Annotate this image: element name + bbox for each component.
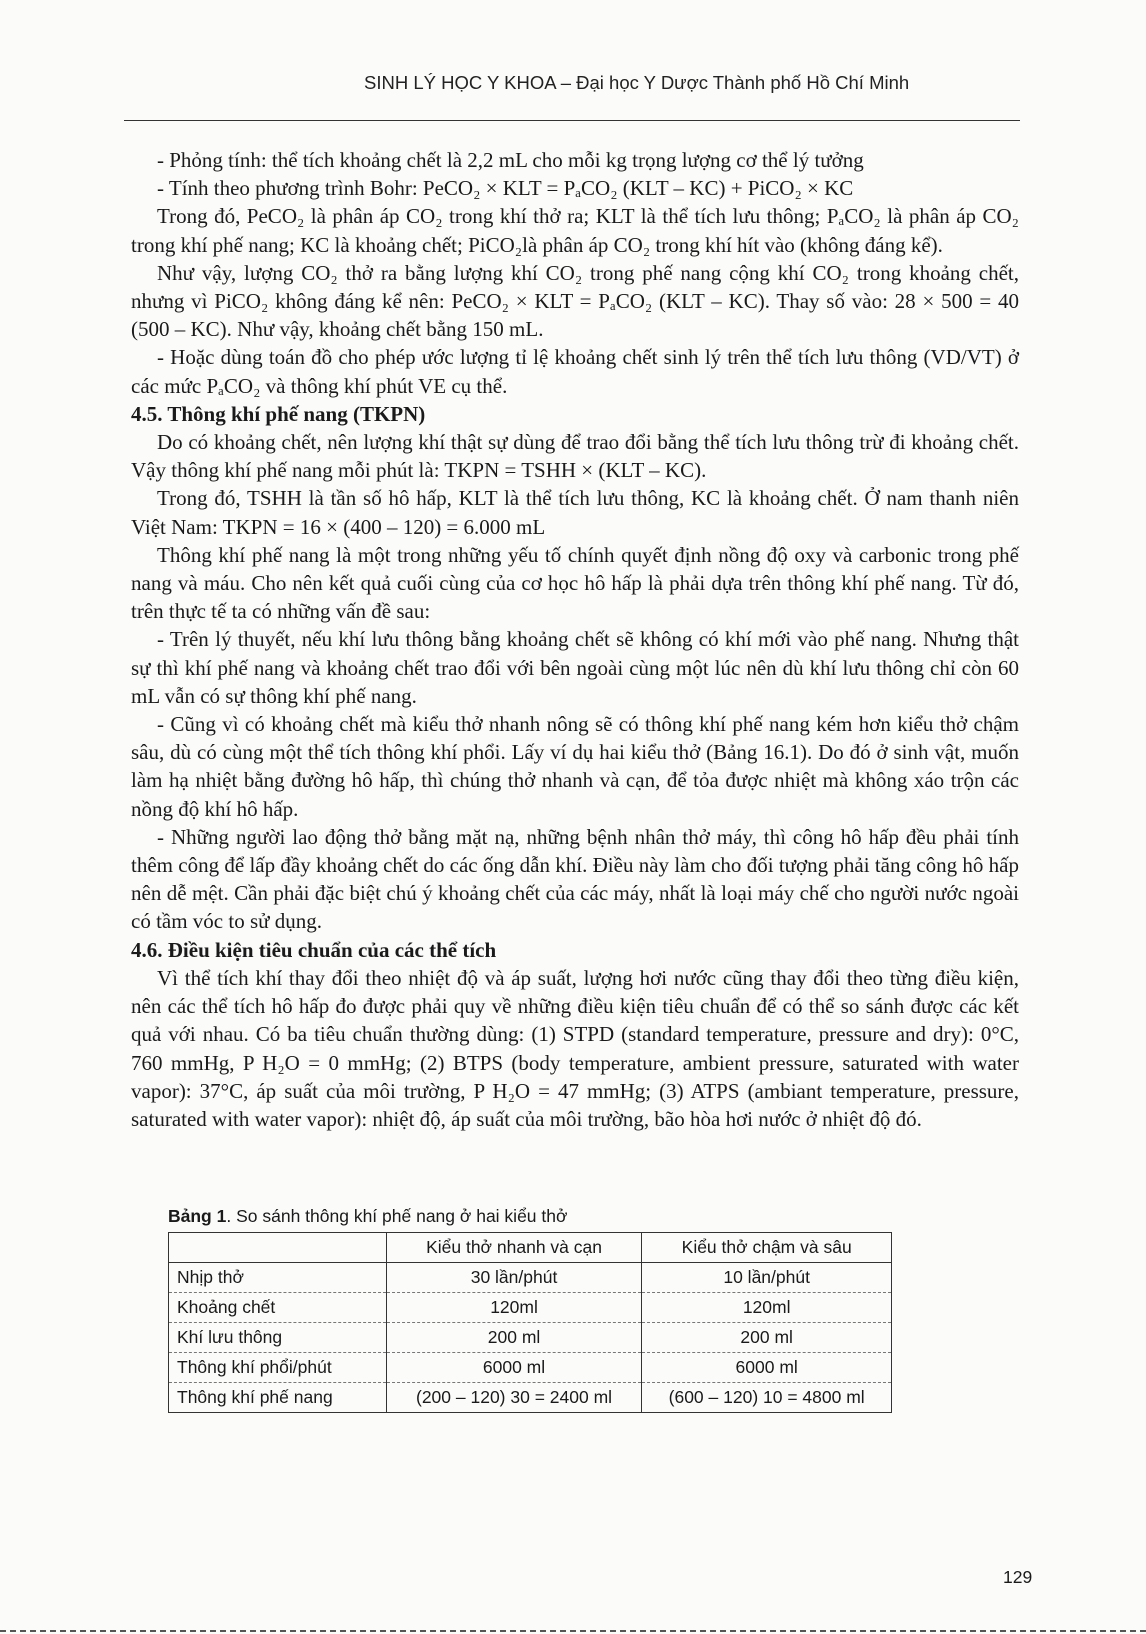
- table-row: [169, 1323, 892, 1353]
- table-cell: (600 – 120) 10 = 4800 ml: [642, 1383, 892, 1413]
- table-header-row: [169, 1233, 892, 1263]
- section-heading-4-5: 4.5. Thông khí phế nang (TKPN): [131, 401, 426, 426]
- paragraph: - Cũng vì có khoảng chết mà kiểu thở nhanh nông sẽ có thông khí phế nang kém hơn kiểu thở chậm sâu, dù có cùng một thể tích thông khí phổi. Lấy ví dụ hai kiểu thở (Bảng 16.1). Do đó ở sinh vật, muốn làm hạ nhiệt bằng đường hô hấp, thì chúng thở nhanh và cạn, để tỏa được nhiệt mà không xáo trộn các nồng độ khí hô hấp.: [131, 712, 1019, 821]
- table-cell: 200 ml: [642, 1323, 892, 1353]
- paragraph: Trong đó, PeCO₂ là phân áp CO₂ trong khí thở ra; KLT là thể tích lưu thông; PₐCO₂ là phân áp CO₂ trong khí phế nang; KC là khoảng chết; PiCO₂là phân áp CO₂ trong khí hít vào (không đáng kể).: [131, 204, 1019, 257]
- paragraph: Vì thể tích khí thay đổi theo nhiệt độ và áp suất, lượng hơi nước cũng thay đổi theo từng điều kiện, nên các thể tích hô hấp đo được phải quy về những điều kiện tiêu chuẩn để có thể so sánh được các kết quả với nhau. Có ba tiêu chuẩn thường dùng: (1) STPD (standard temperature, pressure and dry): 0°C, 760 mmHg, P H₂O = 0 mmHg; (2) BTPS (body temperature, ambient pressure, saturated with water vapor): 37°C, áp suất của môi trường, P H₂O = 47 mmHg; (3) ATPS (ambiant temperature, pressure, saturated with water vapor): nhiệt độ, áp suất của môi trường, bão hòa hơi nước ở nhiệt độ đó.: [131, 965, 1019, 1131]
- table-cell: 120ml: [386, 1293, 642, 1323]
- table-cell: 10 lần/phút: [642, 1263, 892, 1293]
- table-caption: [168, 1206, 567, 1227]
- table-header-cell: Kiểu thở nhanh và cạn: [386, 1233, 642, 1263]
- table-row-label: Thông khí phổi/phút: [169, 1353, 387, 1383]
- table-cell: 200 ml: [386, 1323, 642, 1353]
- comparison-table: [168, 1232, 892, 1413]
- table-row-label: Khí lưu thông: [169, 1323, 387, 1353]
- table-header-cell: [169, 1233, 387, 1263]
- paragraph: Trong đó, TSHH là tần số hô hấp, KLT là thể tích lưu thông, KC là khoảng chết. Ở nam thanh niên Việt Nam: TKPN = 16 × (400 – 120) = 6.000 mL: [131, 486, 1019, 539]
- table-cell: 120ml: [642, 1293, 892, 1323]
- paragraph: - Trên lý thuyết, nếu khí lưu thông bằng khoảng chết sẽ không có khí mới vào phế nang. Nhưng thật sự thì khí phế nang và khoảng chết trao đổi với bên ngoài cùng một lúc nên dù khí lưu thông chỉ còn 60 mL vẫn có sự thông khí phế nang.: [131, 627, 1019, 708]
- paragraph: - Những người lao động thở bằng mặt nạ, những bệnh nhân thở máy, thì công hô hấp đều phải tính thêm công để lấp đầy khoảng chết do các ống dẫn khí. Điều này làm cho đối tượng phải tăng công hô hấp nên dễ mệt. Cần phải đặc biệt chú ý khoảng chết của các máy, nhất là loại máy chế cho người nước ngoài có tầm vóc to sử dụng.: [131, 824, 1019, 934]
- paragraph: - Tính theo phương trình Bohr: PeCO₂ × KLT = PₐCO₂ (KLT – KC) + PiCO₂ × KC: [157, 176, 854, 201]
- scan-edge-line: [0, 1630, 1146, 1632]
- body-text: [131, 146, 1019, 1133]
- table-cell: 6000 ml: [386, 1353, 642, 1383]
- header-rule: [124, 120, 1020, 121]
- table-row: [169, 1293, 892, 1323]
- table-row: [169, 1383, 892, 1413]
- paragraph: Như vậy, lượng CO₂ thở ra bằng lượng khí CO₂ trong phế nang cộng khí CO₂ trong khoảng chết, nhưng vì PiCO₂ không đáng kể nên: PeCO₂ × KLT = PₐCO₂ (KLT – KC). Thay số vào: 28 × 500 = 40 (500 – KC). Như vậy, khoảng chết bằng 150 mL.: [131, 260, 1019, 342]
- table-caption-label: Bảng 1: [168, 1206, 227, 1226]
- table-caption-text: . So sánh thông khí phế nang ở hai kiểu thở: [226, 1206, 568, 1226]
- table-header-cell: Kiểu thở chậm và sâu: [642, 1233, 892, 1263]
- table-row-label: Thông khí phế nang: [169, 1383, 387, 1413]
- paragraph: Thông khí phế nang là một trong những yếu tố chính quyết định nồng độ oxy và carbonic trong phế nang và máu. Cho nên kết quả cuối cùng của cơ học hô hấp là phải dựa trên thông khí phế nang. Từ đó, trên thực tế ta có những vấn đề sau:: [131, 542, 1019, 624]
- section-heading-4-6: 4.6. Điều kiện tiêu chuẩn của các thể tích: [131, 937, 497, 962]
- table-row-label: Nhịp thở: [169, 1263, 387, 1293]
- table-cell: 6000 ml: [642, 1353, 892, 1383]
- table-row: [169, 1353, 892, 1383]
- page-number: 129: [1003, 1567, 1033, 1587]
- table-cell: (200 – 120) 30 = 2400 ml: [386, 1383, 642, 1413]
- table-cell: 30 lần/phút: [386, 1263, 642, 1293]
- table-row: [169, 1263, 892, 1293]
- running-header: SINH LÝ HỌC Y KHOA – Đại học Y Dược Thành phố Hồ Chí Minh: [364, 72, 910, 93]
- paragraph: - Phỏng tính: thể tích khoảng chết là 2,2 mL cho mỗi kg trọng lượng cơ thể lý tưởng: [157, 148, 864, 172]
- paragraph: - Hoặc dùng toán đồ cho phép ước lượng tỉ lệ khoảng chết sinh lý trên thể tích lưu thông (VD/VT) ở các mức PₐCO₂ và thông khí phút VE cụ thể.: [131, 345, 1019, 398]
- paragraph: Do có khoảng chết, nên lượng khí thật sự dùng để trao đổi bằng thể tích lưu thông trừ đi khoảng chết. Vậy thông khí phế nang mỗi phút là: TKPN = TSHH × (KLT – KC).: [131, 430, 1019, 483]
- table-row-label: Khoảng chết: [169, 1293, 387, 1323]
